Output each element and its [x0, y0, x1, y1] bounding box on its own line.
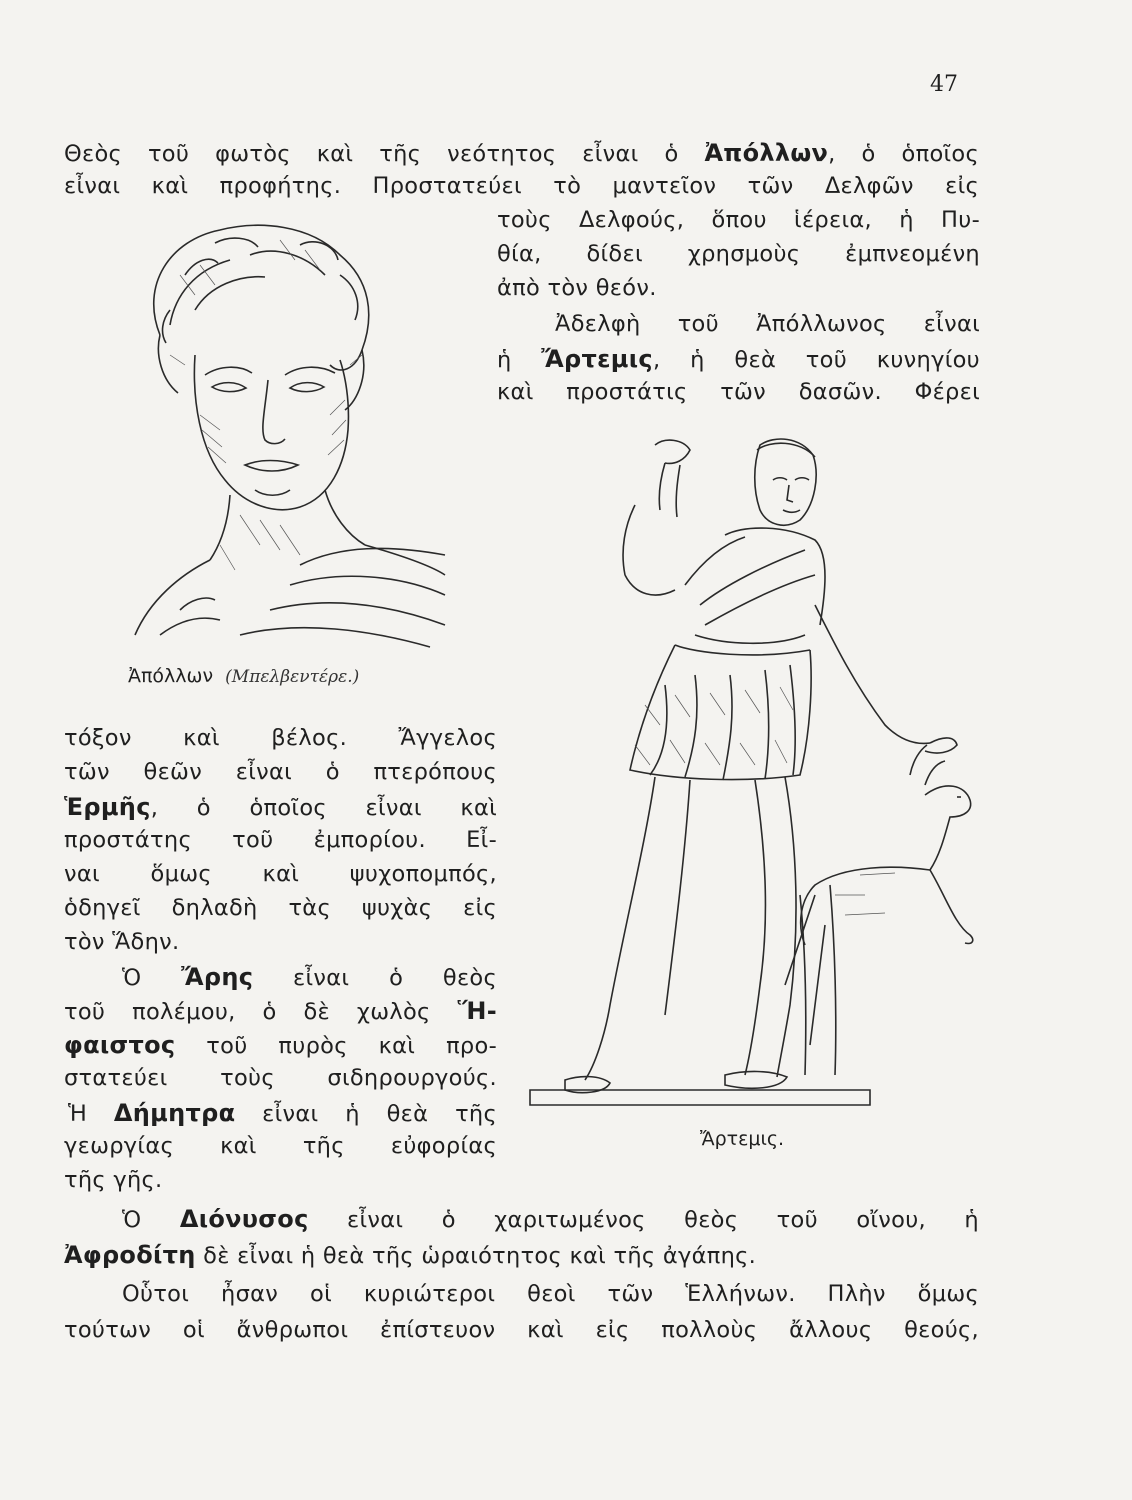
- bold-name-apollo: Ἀπόλλων: [704, 139, 829, 167]
- apollo-caption-note: (Μπελβεντέρε.): [225, 667, 360, 687]
- text-line: Ἀφροδίτη δὲ εἶναι ἡ θεὰ τῆς ὡραιότητος καὶ τῆς ἀγάπης.: [64, 1241, 757, 1269]
- bold-name-ares: Ἄρης: [181, 963, 254, 991]
- text-line: εἶναι καὶ προφήτης. Προστατεύει τὸ μαντεῖον τῶν Δελφῶν εἰς: [64, 173, 979, 199]
- text-line: ναι ὅμως καὶ ψυχοπομπός,: [64, 861, 497, 887]
- text-line: τόξον καὶ βέλος. Ἄγγελος: [64, 725, 497, 751]
- apollo-caption: Ἀπόλλων (Μπελβεντέρε.): [128, 665, 360, 687]
- text-line: τούτων οἱ ἄνθρωποι ἐπίστευον καὶ εἰς πολλοὺς ἄλλους θεούς,: [64, 1317, 979, 1343]
- bold-name-dionysus: Διόνυσος: [179, 1205, 309, 1233]
- bold-name-hermes: Ἑρμῆς: [64, 793, 151, 821]
- bold-name-demeter: Δήμητρα: [113, 1099, 236, 1127]
- page-number: 47: [930, 72, 958, 97]
- artemis-caption: Ἄρτεμις.: [700, 1128, 785, 1150]
- text-line: Ὁ Διόνυσος εἶναι ὁ χαριτωμένος θεὸς τοῦ οἴνου, ἡ: [122, 1205, 979, 1233]
- text-line: τῆς γῆς.: [64, 1167, 163, 1193]
- text-line: θία, δίδει χρησμοὺς ἐμπνεομένη: [497, 241, 980, 267]
- text-line: Ἑρμῆς, ὁ ὁποῖος εἶναι καὶ: [64, 793, 497, 821]
- text-line: Οὗτοι ἦσαν οἱ κυριώτεροι θεοὶ τῶν Ἑλλήνων. Πλὴν ὅμως: [122, 1281, 979, 1307]
- text-line: τὸν Ἅδην.: [64, 929, 180, 955]
- text-line: ἀπὸ τὸν θεόν.: [497, 275, 657, 301]
- apollo-bust-illustration: [100, 215, 460, 655]
- bold-name-artemis: Ἄρτεμις: [541, 345, 653, 373]
- text-line: ὁδηγεῖ δηλαδὴ τὰς ψυχὰς εἰς: [64, 895, 497, 921]
- bold-name-hephaestus-a: Ἥ-: [457, 997, 497, 1025]
- text-line: προστάτης τοῦ ἐμπορίου. Εἶ-: [64, 827, 497, 853]
- text-line: τοὺς Δελφούς, ὅπου ἱέρεια, ἡ Πυ-: [497, 207, 980, 233]
- bold-name-hephaestus-b: φαιστος: [64, 1031, 176, 1059]
- text-line: Ἀδελφὴ τοῦ Ἀπόλλωνος εἶναι: [555, 311, 980, 337]
- text-line: τοῦ πολέμου, ὁ δὲ χωλὸς Ἥ-: [64, 997, 497, 1025]
- text-line: καὶ προστάτις τῶν δασῶν. Φέρει: [497, 379, 980, 405]
- text-line: στατεύει τοὺς σιδηρουργούς.: [64, 1065, 497, 1091]
- text-line: γεωργίας καὶ τῆς εὐφορίας: [64, 1133, 497, 1159]
- text-line: τῶν θεῶν εἶναι ὁ πτερόπους: [64, 759, 497, 785]
- text-line: ἡ Ἄρτεμις, ἡ θεὰ τοῦ κυνηγίου: [497, 345, 980, 373]
- text-line: Θεὸς τοῦ φωτὸς καὶ τῆς νεότητος εἶναι ὁ Ἀπόλλων, ὁ ὁποῖος: [64, 139, 979, 167]
- text-line: Ὁ Ἄρης εἶναι ὁ θεὸς: [122, 963, 497, 991]
- artemis-statue-illustration: [525, 425, 980, 1115]
- text-line: φαιστος τοῦ πυρὸς καὶ προ-: [64, 1031, 497, 1059]
- text-line: Ἡ Δήμητρα εἶναι ἡ θεὰ τῆς: [68, 1099, 497, 1127]
- bold-name-aphrodite: Ἀφροδίτη: [64, 1241, 196, 1269]
